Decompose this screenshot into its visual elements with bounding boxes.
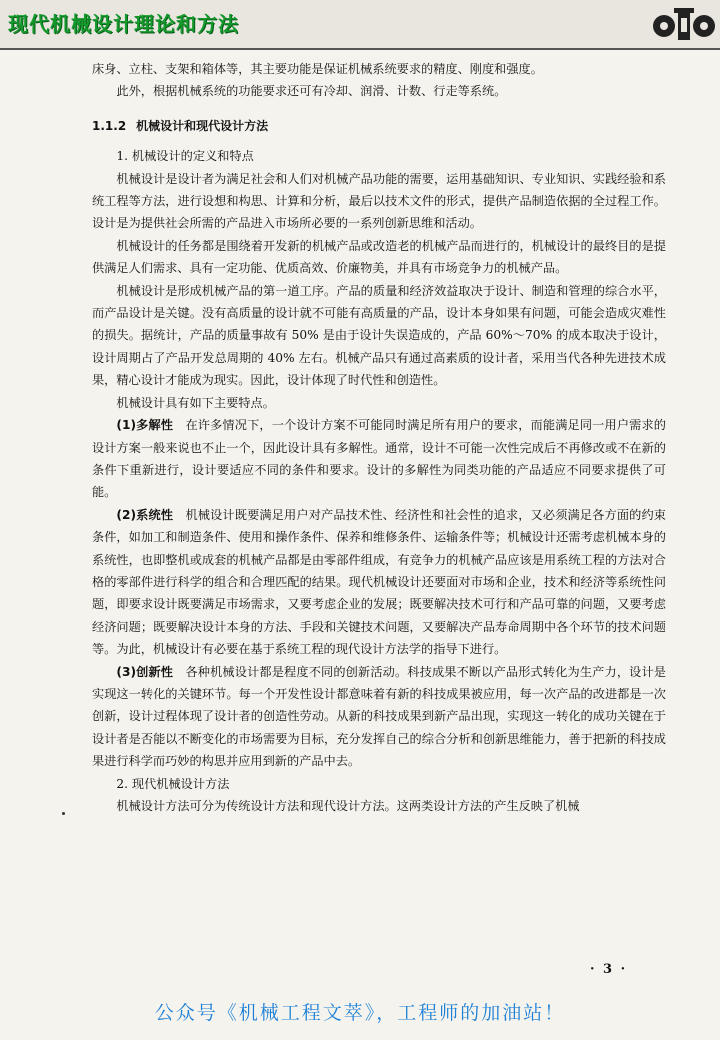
paragraph-6-text: 机械设计既要满足用户对产品技术性、经济性和社会性的追求，又必须满足各方面的约束条件，如加工和制造条件、使用和操作条件、保养和维修条件、运输条件等；机械设计还需考虑机械本身的系统性，也即整机或成套的机械产品都是由零部件组成，有竞争力的机械产品应该是用系统工程的方法对合格的零部件进行科学的组合和合理匹配的结果。现代机械设计还要面对市场和企业，技术和经济等系统性问题，即要求设计既要满足市场需求，又要考虑企业的发展；既要解决技术可行和产品可靠的问题，又要考虑经济问题；既要解决设计本身的方法、手段和关键技术问题，又要解决产品寿命周期中各个环节的技术问题等。为此，机械设计有必要在基于系统工程的现代设计方法学的指导下进行。 [92,507,666,657]
paragraph-intro-2: 此外，根据机械系统的功能要求还可有冷却、润滑、计数、行走等系统。 [116,84,507,99]
subheading-1: 1. 机械设计的定义和特点 [116,149,254,164]
term-innovative: (3)创新性 [116,664,174,679]
subheading-2: 2. 现代机械设计方法 [116,776,230,791]
paragraph-2: 机械设计的任务都是围绕着开发新的机械产品或改造老的机械产品而进行的，机械设计的最终目的是提供满足人们需求、具有一定功能、优质高效、价廉物美，并具有市场竞争力的机械产品。 [92,238,666,276]
scan-speck [62,812,65,815]
book-title: 现代机械设计理论和方法 [8,12,239,36]
section-title: 机械设计和现代设计方法 [136,118,269,133]
page-body [92,58,666,817]
gear-logo-icon [652,4,716,44]
footer-slogan: 公众号《机械工程文萃》，工程师的加油站！ [154,1002,566,1024]
section-heading [92,115,666,137]
paragraph-5-text: 在许多情况下，一个设计方案不可能同时满足所有用户的要求，而能满足同一用户需求的设计方案一般来说也不止一个，因此设计具有多解性。通常，设计不可能一次性完成后不再修改或不在新的条件下重新进行，设计要适应不同的条件和要求。设计的多解性为同类功能的产品适应不同要求提供了可能。 [92,418,666,500]
section-number: 1.1.2 [92,118,127,133]
paragraph-7-text: 各种机械设计都是程度不同的创新活动。科技成果不断以产品形式转化为生产力，设计是实现这一转化的关键环节。每一个开发性设计都意味着有新的科技成果被应用，每一次产品的改进都是一次创新，设计过程体现了设计者的创造性劳动。从新的科技成果到新产品出现，实现这一转化的成功关键在于设计者是否能以不断变化的市场需要为目标，充分发挥自己的综合分析和创新思维能力，善于把新的科技成果进行科学而巧妙的构思并应用到新的产品中去。 [92,664,666,769]
paragraph-6 [92,504,666,661]
term-multi-solution: (1)多解性 [116,418,174,433]
paragraph-5 [92,414,666,504]
paragraph-4: 机械设计具有如下主要特点。 [116,395,275,410]
header-divider [0,48,720,50]
paragraph-7 [92,661,666,773]
paragraph-8: 机械设计方法可分为传统设计方法和现代设计方法。这两类设计方法的产生反映了机械 [116,799,580,813]
page-number: · 3 · [590,962,628,977]
page-header [0,0,720,50]
term-systematic: (2)系统性 [116,507,174,522]
paragraph-3: 机械设计是形成机械产品的第一道工序。产品的质量和经济效益取决于设计、制造和管理的综合水平，而产品设计是关键。没有高质量的设计就不可能有高质量的产品，设计本身如果有问题，可能会造成灾难性的损失。据统计，产品的质量事故有 50% 是由于设计失误造成的，产品 60%～70% 的成本取决于设计，设计周期占了产品开发总周期的 40% 左右。机械产品只有通过高素质的设计者，采用当代各种先进技术成果，精心设计才能成为现实。因此，设计体现了时代性和创造性。 [92,283,666,388]
paragraph-1: 机械设计是设计者为满足社会和人们对机械产品功能的需要，运用基础知识、专业知识、实践经验和系统工程等方法，进行设想和构思、计算和分析，最后以技术文件的形式，提供产品制造依据的全过程工作。设计是为提供社会所需的产品进入市场所必要的一系列创新思维和活动。 [92,171,666,231]
paragraph-intro-1: 床身、立柱、支架和箱体等，其主要功能是保证机械系统要求的精度、刚度和强度。 [92,62,543,76]
